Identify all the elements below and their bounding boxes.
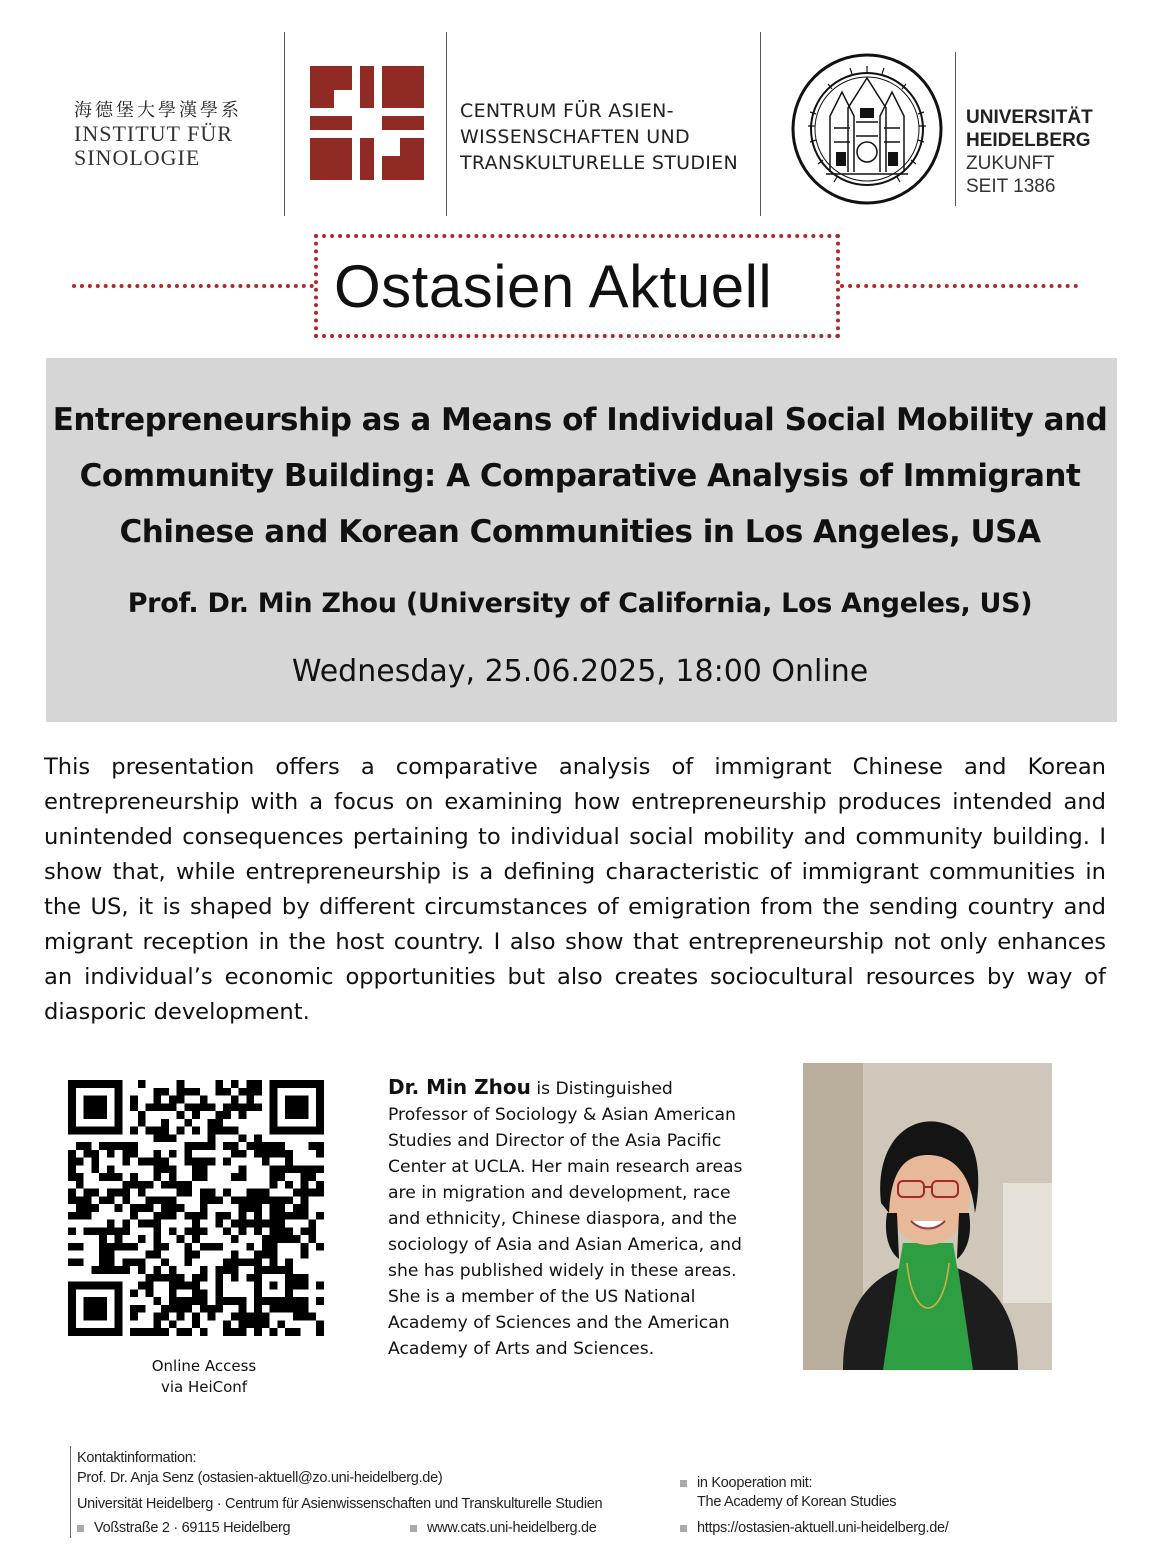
- uni-name-line1: UNIVERSITÄT: [966, 107, 1093, 128]
- qr-caption-line2: via HeiConf: [160, 1378, 248, 1396]
- cooperation-label: [680, 1475, 812, 1491]
- cats-name-line1: CENTRUM FÜR ASIEN-: [460, 100, 674, 122]
- contact-person: Prof. Dr. Anja Senz (ostasien-aktuell@zo.uni-heidelberg.de): [77, 1470, 443, 1486]
- bullet-icon: [680, 1480, 687, 1487]
- header-divider: [955, 52, 956, 206]
- website-link[interactable]: [410, 1520, 597, 1536]
- speaker-photo: [803, 1063, 1052, 1370]
- contact-label: Kontaktinformation:: [77, 1450, 197, 1466]
- sinology-chinese-name: 海德堡大學漢學系: [74, 100, 242, 121]
- cooperation-label-text: in Kooperation mit:: [697, 1475, 813, 1491]
- header-divider: [284, 32, 285, 216]
- bullet-icon: [77, 1525, 84, 1532]
- event-url-link[interactable]: [680, 1520, 949, 1536]
- header-divider: [760, 32, 761, 216]
- talk-title-line3: Chinese and Korean Communities in Los Angeles, USA: [119, 514, 1041, 550]
- address-text: Voßstraße 2 · 69115 Heidelberg: [94, 1520, 291, 1536]
- sinology-name-line2: SINOLOGIE: [74, 145, 201, 170]
- talk-title-line2: Community Building: A Comparative Analysis of Immigrant: [79, 458, 1081, 494]
- banner-dotted-line-right: [840, 284, 1078, 288]
- bio-name: Dr. Min Zhou: [388, 1075, 531, 1099]
- university-name: [966, 106, 1093, 198]
- series-title: Ostasien Aktuell: [334, 253, 773, 320]
- bullet-icon: [410, 1525, 417, 1532]
- footer-divider: [70, 1446, 71, 1538]
- speaker-name: Prof. Dr. Min Zhou (University of California, Los Angeles, US): [127, 588, 1033, 619]
- website-text[interactable]: www.cats.uni-heidelberg.de: [427, 1520, 597, 1536]
- uni-name-line3: ZUKUNFT: [966, 153, 1055, 174]
- address-line: [77, 1520, 290, 1536]
- banner-dotted-line-left: [72, 284, 314, 288]
- sinology-name-line1: INSTITUT FÜR: [74, 121, 233, 146]
- cats-cross-logo-icon: [310, 66, 424, 180]
- bio-text: is Distinguished Professor of Sociology & Asian American Studies and Director of the Asia Pacific Center at UCLA. Her main research areas are in migration and development, race and ethnicity, Chinese diaspora, and the sociology of Asia and Asian America, and she has published widely in these areas. She is a member of the US National Academy of Sciences and the American Academy of Arts and Sciences.: [388, 1079, 743, 1359]
- uni-name-line2: HEIDELBERG: [966, 130, 1091, 151]
- cats-name: [460, 98, 738, 176]
- university-seal-icon: [790, 52, 944, 206]
- abstract-text: This presentation offers a comparative analysis of immigrant Chinese and Korean entrepreneurship with a focus on examining how entrepreneurship produces intended and unintended consequences pertaining to individual social mobility and community building. I show that, while entrepreneurship is a defining characteristic of immigrant communities in the US, it is shaped by different circumstances of emigration from the sending country and migrant reception in the host country. I also show that entrepreneurship not only enhances an individual’s economic opportunities but also creates sociocultural resources by way of diasporic development.: [44, 754, 1106, 1025]
- cooperation-partner: The Academy of Korean Studies: [697, 1494, 897, 1510]
- talk-title: [0, 392, 1160, 560]
- sinology-logo: [74, 96, 274, 170]
- cats-name-line2: WISSENSCHAFTEN UND: [460, 126, 690, 148]
- qr-caption-line1: Online Access: [151, 1357, 257, 1375]
- qr-code-icon[interactable]: [68, 1080, 324, 1336]
- institution-name: Universität Heidelberg · Centrum für Asienwissenschaften und Transkulturelle Studien: [77, 1496, 603, 1512]
- uni-name-line4: SEIT 1386: [966, 176, 1056, 197]
- header-divider: [446, 32, 447, 216]
- event-url-text[interactable]: https://ostasien-aktuell.uni-heidelberg.de/: [697, 1520, 949, 1536]
- cats-name-line3: TRANSKULTURELLE STUDIEN: [460, 152, 738, 174]
- talk-title-line1: Entrepreneurship as a Means of Individual Social Mobility and: [52, 402, 1108, 438]
- bullet-icon: [680, 1525, 687, 1532]
- speaker-bio: [388, 1074, 748, 1362]
- event-date: Wednesday, 25.06.2025, 18:00 Online: [291, 654, 869, 689]
- qr-caption: [104, 1356, 304, 1398]
